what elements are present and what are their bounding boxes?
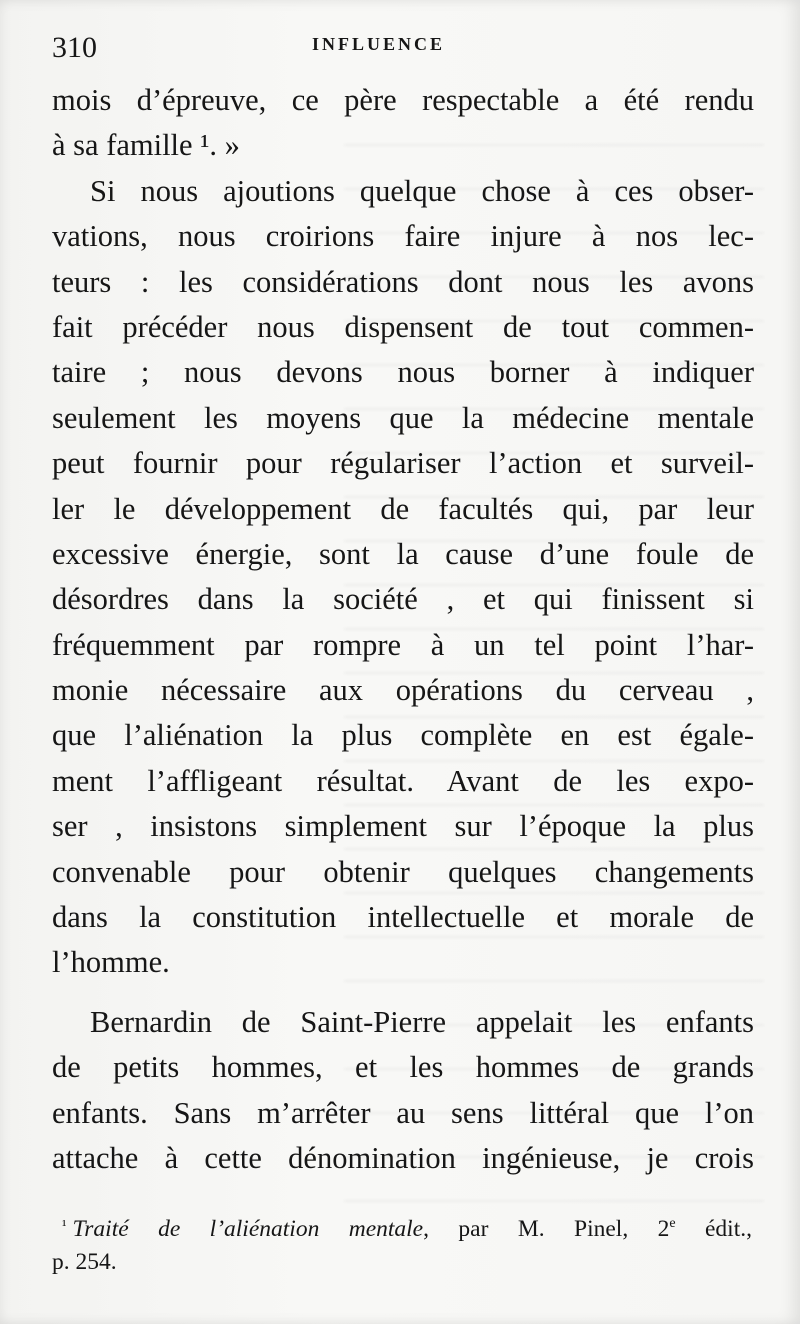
text-line: Si nous ajoutions quelque chose à ces obser- <box>90 173 754 208</box>
footnote-edition-superscript: e <box>669 1216 676 1231</box>
page-header <box>52 30 752 66</box>
text-line: peut fournir pour régulariser l’action et surveil- <box>52 446 754 481</box>
text-line: l’homme. <box>52 945 170 980</box>
text-line: convenable pour obtenir quelques changements <box>52 854 754 889</box>
running-title: INFLUENCE <box>312 34 446 54</box>
text-line: monie nécessaire aux opérations du cerveau , <box>52 673 754 708</box>
footnote <box>52 1205 752 1281</box>
text-line: attache à cette dénomination ingénieuse, je crois <box>52 1140 754 1175</box>
text-line: de petits hommes, et les hommes de grands <box>52 1050 754 1085</box>
text-line: teurs : les considérations dont nous les avons <box>52 264 754 299</box>
text-line: excessive énergie, sont la cause d’une foule de <box>52 536 754 571</box>
text-line: fait précéder nous dispensent de tout commen- <box>52 309 754 344</box>
footnote-page: p. 254. <box>52 1249 117 1275</box>
text-line: ler le développement de facultés qui, par leur <box>52 491 754 526</box>
text-line: ment l’affligeant résultat. Avant de les expo- <box>52 763 754 798</box>
page-number: 310 <box>52 31 97 64</box>
footnote-line <box>52 1205 752 1243</box>
text-line: taire ; nous devons nous borner à indiquer <box>52 355 754 390</box>
footnote-edition: édit., <box>675 1215 752 1242</box>
body-text <box>52 78 754 1181</box>
text-line: à sa famille ¹. » <box>52 128 240 163</box>
text-line: désordres dans la société , et qui finissent si <box>52 582 754 617</box>
text-line: fréquemment par rompre à un tel point l’har- <box>52 627 754 662</box>
text-line: vations, nous croirions faire injure à nos lec- <box>52 219 754 254</box>
footnote-text: , par M. Pinel, 2 <box>423 1215 670 1242</box>
text-line: Bernardin de Saint-Pierre appelait les enfants <box>90 1004 754 1039</box>
text-line: enfants. Sans m’arrêter au sens littéral que l’on <box>52 1095 754 1130</box>
text-line: ser , insistons simplement sur l’époque la plus <box>52 809 754 844</box>
footnote-marker: ¹ <box>62 1218 67 1234</box>
text-line: seulement les moyens que la médecine mentale <box>52 400 754 435</box>
text-line: dans la constitution intellectuelle et morale de <box>52 900 754 935</box>
text-line: mois d’épreuve, ce père respectable a été rendu <box>52 83 754 117</box>
footnote-title: Traité de l’aliénation mentale <box>72 1215 424 1242</box>
text-line: que l’aliénation la plus complète en est égale- <box>52 718 754 753</box>
